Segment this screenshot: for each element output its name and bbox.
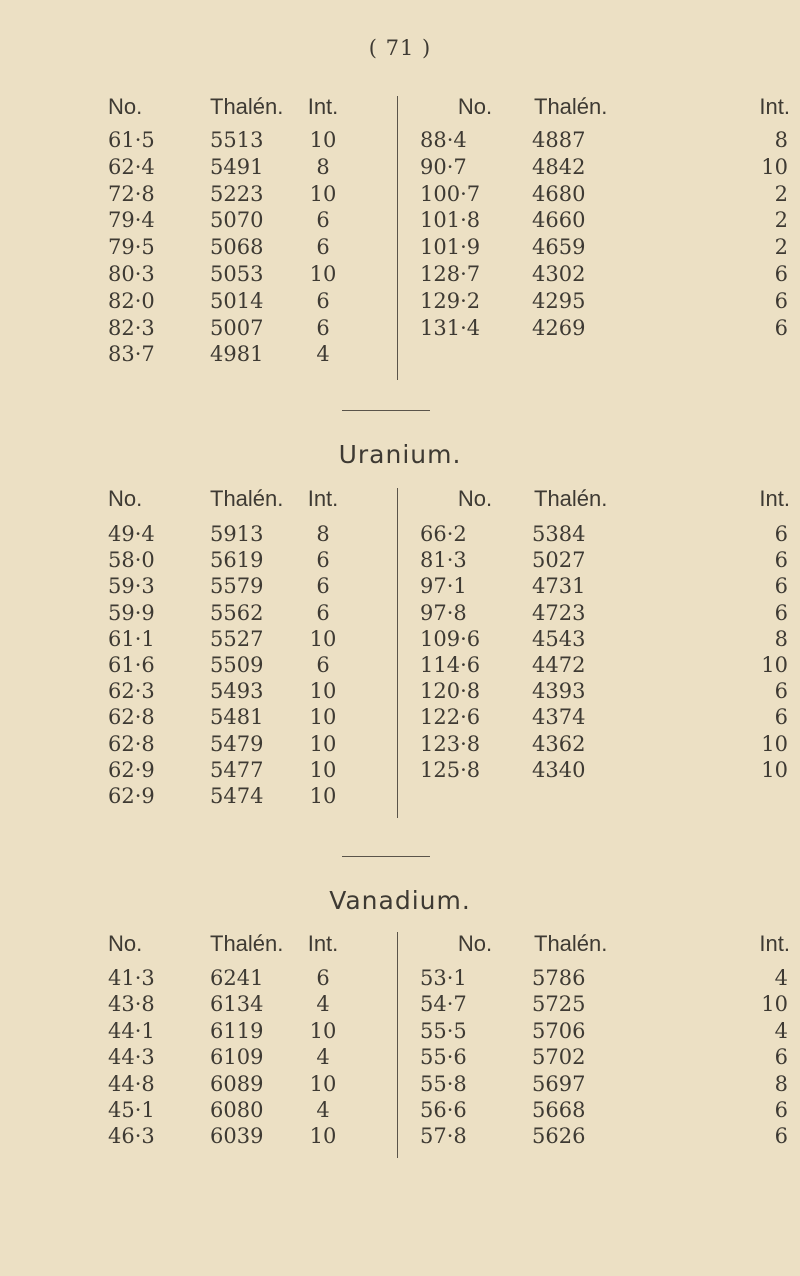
cell-no: 44·8 bbox=[108, 1072, 155, 1096]
cell-thalen: 5725 bbox=[532, 992, 586, 1016]
cell-no: 129·2 bbox=[420, 289, 481, 313]
cell-int: 6 bbox=[774, 262, 788, 286]
cell-int: 8 bbox=[774, 627, 788, 651]
cell-thalen: 5702 bbox=[532, 1045, 586, 1069]
cell-thalen: 5027 bbox=[532, 548, 586, 572]
cell-int: 10 bbox=[309, 128, 337, 152]
cell-int: 6 bbox=[316, 208, 330, 232]
cell-no: 61·6 bbox=[108, 653, 155, 677]
header-thalen: Thalén. bbox=[534, 931, 608, 956]
cell-int: 10 bbox=[309, 679, 337, 703]
cell-int: 6 bbox=[774, 705, 788, 729]
cell-no: 62·8 bbox=[108, 732, 155, 756]
cell-int: 6 bbox=[316, 316, 330, 340]
cell-no: 41·3 bbox=[108, 966, 155, 990]
cell-no: 62·3 bbox=[108, 679, 155, 703]
cell-thalen: 5527 bbox=[210, 627, 264, 651]
cell-no: 66·2 bbox=[420, 522, 467, 546]
header-no: No. bbox=[108, 931, 143, 956]
cell-thalen: 6080 bbox=[210, 1098, 264, 1122]
cell-thalen: 4731 bbox=[532, 574, 586, 598]
cell-thalen: 5491 bbox=[210, 155, 264, 179]
cell-thalen: 4659 bbox=[532, 235, 586, 259]
cell-int: 6 bbox=[774, 574, 788, 598]
cell-int: 6 bbox=[316, 289, 330, 313]
cell-no: 55·8 bbox=[420, 1072, 467, 1096]
cell-int: 10 bbox=[761, 155, 788, 179]
cell-int: 10 bbox=[761, 732, 788, 756]
cell-int: 8 bbox=[774, 128, 788, 152]
header-no: No. bbox=[108, 94, 143, 119]
cell-thalen: 5913 bbox=[210, 522, 264, 546]
cell-thalen: 5070 bbox=[210, 208, 264, 232]
cell-int: 10 bbox=[309, 627, 337, 651]
cell-no: 54·7 bbox=[420, 992, 467, 1016]
cell-no: 72·8 bbox=[108, 182, 155, 206]
cell-no: 82·3 bbox=[108, 316, 155, 340]
cell-int: 4 bbox=[316, 1098, 330, 1122]
cell-thalen: 4887 bbox=[532, 128, 586, 152]
cell-no: 56·6 bbox=[420, 1098, 467, 1122]
header-int: Int. bbox=[759, 486, 790, 511]
cell-no: 101·8 bbox=[420, 208, 481, 232]
cell-int: 10 bbox=[309, 1072, 337, 1096]
cell-int: 6 bbox=[316, 966, 330, 990]
cell-int: 6 bbox=[774, 1045, 788, 1069]
header-int: Int. bbox=[759, 931, 790, 956]
header-int: Int. bbox=[759, 94, 790, 119]
cell-no: 59·3 bbox=[108, 574, 155, 598]
cell-thalen: 4660 bbox=[532, 208, 586, 232]
cell-no: 90·7 bbox=[420, 155, 467, 179]
header-int: Int. bbox=[307, 94, 339, 119]
cell-no: 128·7 bbox=[420, 262, 481, 286]
cell-no: 62·8 bbox=[108, 705, 155, 729]
cell-thalen: 5697 bbox=[532, 1072, 586, 1096]
cell-int: 2 bbox=[774, 208, 788, 232]
cell-int: 8 bbox=[316, 155, 330, 179]
cell-thalen: 5481 bbox=[210, 705, 264, 729]
cell-thalen: 5479 bbox=[210, 732, 264, 756]
cell-int: 10 bbox=[309, 784, 337, 808]
cell-thalen: 5786 bbox=[532, 966, 586, 990]
cell-thalen: 6119 bbox=[210, 1019, 264, 1043]
cell-no: 45·1 bbox=[108, 1098, 155, 1122]
cell-no: 61·1 bbox=[108, 627, 155, 651]
cell-no: 109·6 bbox=[420, 627, 481, 651]
cell-int: 10 bbox=[761, 992, 788, 1016]
cell-int: 10 bbox=[309, 732, 337, 756]
cell-thalen: 5474 bbox=[210, 784, 264, 808]
header-no: No. bbox=[457, 931, 493, 956]
cell-thalen: 4842 bbox=[532, 155, 586, 179]
cell-thalen: 5626 bbox=[532, 1124, 586, 1148]
cell-thalen: 4340 bbox=[532, 758, 586, 782]
cell-int: 10 bbox=[309, 182, 337, 206]
header-no: No. bbox=[108, 486, 143, 511]
section-separator bbox=[342, 410, 430, 411]
cell-no: 83·7 bbox=[108, 342, 155, 366]
cell-int: 4 bbox=[774, 966, 788, 990]
cell-thalen: 5493 bbox=[210, 679, 264, 703]
cell-thalen: 6039 bbox=[210, 1124, 264, 1148]
cell-no: 79·4 bbox=[108, 208, 155, 232]
cell-thalen: 5068 bbox=[210, 235, 264, 259]
cell-no: 59·9 bbox=[108, 601, 155, 625]
cell-thalen: 5384 bbox=[532, 522, 586, 546]
cell-thalen: 4472 bbox=[532, 653, 586, 677]
cell-no: 57·8 bbox=[420, 1124, 467, 1148]
cell-thalen: 6089 bbox=[210, 1072, 264, 1096]
cell-no: 101·9 bbox=[420, 235, 481, 259]
cell-int: 8 bbox=[774, 1072, 788, 1096]
cell-thalen: 5513 bbox=[210, 128, 264, 152]
cell-int: 6 bbox=[316, 601, 330, 625]
cell-int: 6 bbox=[774, 1124, 788, 1148]
cell-thalen: 6134 bbox=[210, 992, 264, 1016]
cell-thalen: 5477 bbox=[210, 758, 264, 782]
cell-thalen: 4543 bbox=[532, 627, 586, 651]
header-no: No. bbox=[457, 486, 493, 511]
cell-no: 80·3 bbox=[108, 262, 155, 286]
cell-int: 10 bbox=[761, 653, 788, 677]
cell-thalen: 4723 bbox=[532, 601, 586, 625]
cell-thalen: 5509 bbox=[210, 653, 264, 677]
section-separator bbox=[342, 856, 430, 857]
page-number: ( 71 ) bbox=[368, 36, 432, 60]
cell-no: 55·6 bbox=[420, 1045, 467, 1069]
cell-thalen: 5668 bbox=[532, 1098, 586, 1122]
cell-int: 6 bbox=[774, 316, 788, 340]
cell-thalen: 4393 bbox=[532, 679, 586, 703]
header-thalen: Thalén. bbox=[534, 94, 608, 119]
cell-int: 2 bbox=[774, 182, 788, 206]
header-int: Int. bbox=[307, 486, 339, 511]
cell-thalen: 5619 bbox=[210, 548, 264, 572]
cell-int: 8 bbox=[316, 522, 330, 546]
cell-int: 6 bbox=[774, 522, 788, 546]
header-no: No. bbox=[457, 94, 493, 119]
cell-no: 44·3 bbox=[108, 1045, 155, 1069]
cell-no: 43·8 bbox=[108, 992, 155, 1016]
cell-no: 123·8 bbox=[420, 732, 481, 756]
cell-no: 100·7 bbox=[420, 182, 481, 206]
header-thalen: Thalén. bbox=[210, 94, 284, 119]
cell-no: 58·0 bbox=[108, 548, 155, 572]
cell-no: 44·1 bbox=[108, 1019, 155, 1043]
cell-no: 49·4 bbox=[108, 522, 155, 546]
cell-int: 6 bbox=[774, 1098, 788, 1122]
cell-thalen: 5223 bbox=[210, 182, 264, 206]
cell-int: 6 bbox=[316, 235, 330, 259]
cell-no: 114·6 bbox=[420, 653, 481, 677]
cell-thalen: 5706 bbox=[532, 1019, 586, 1043]
cell-no: 53·1 bbox=[420, 966, 467, 990]
cell-int: 4 bbox=[316, 342, 330, 366]
header-thalen: Thalén. bbox=[534, 486, 608, 511]
cell-no: 62·9 bbox=[108, 758, 155, 782]
cell-no: 88·4 bbox=[420, 128, 467, 152]
cell-thalen: 4362 bbox=[532, 732, 586, 756]
cell-no: 62·4 bbox=[108, 155, 155, 179]
cell-thalen: 4680 bbox=[532, 182, 586, 206]
cell-int: 10 bbox=[309, 705, 337, 729]
cell-thalen: 5007 bbox=[210, 316, 264, 340]
cell-int: 10 bbox=[761, 758, 788, 782]
cell-no: 55·5 bbox=[420, 1019, 467, 1043]
cell-no: 120·8 bbox=[420, 679, 481, 703]
section-title: Uranium. bbox=[338, 440, 462, 469]
cell-int: 6 bbox=[774, 548, 788, 572]
cell-no: 46·3 bbox=[108, 1124, 155, 1148]
cell-thalen: 4981 bbox=[210, 342, 264, 366]
cell-int: 10 bbox=[309, 1019, 337, 1043]
cell-int: 10 bbox=[309, 758, 337, 782]
cell-int: 6 bbox=[316, 548, 330, 572]
cell-no: 61·5 bbox=[108, 128, 155, 152]
cell-int: 10 bbox=[309, 262, 337, 286]
cell-thalen: 5579 bbox=[210, 574, 264, 598]
cell-int: 2 bbox=[774, 235, 788, 259]
cell-thalen: 4295 bbox=[532, 289, 586, 313]
cell-thalen: 6109 bbox=[210, 1045, 264, 1069]
cell-thalen: 5053 bbox=[210, 262, 264, 286]
cell-no: 97·1 bbox=[420, 574, 467, 598]
cell-thalen: 4302 bbox=[532, 262, 586, 286]
cell-thalen: 5014 bbox=[210, 289, 264, 313]
cell-int: 4 bbox=[316, 1045, 330, 1069]
cell-int: 6 bbox=[316, 574, 330, 598]
cell-no: 79·5 bbox=[108, 235, 155, 259]
cell-int: 6 bbox=[774, 601, 788, 625]
cell-no: 81·3 bbox=[420, 548, 467, 572]
cell-no: 122·6 bbox=[420, 705, 481, 729]
cell-thalen: 6241 bbox=[210, 966, 264, 990]
cell-int: 4 bbox=[316, 992, 330, 1016]
section-title: Vanadium. bbox=[329, 886, 471, 915]
cell-thalen: 4269 bbox=[532, 316, 586, 340]
cell-no: 131·4 bbox=[420, 316, 481, 340]
header-thalen: Thalén. bbox=[210, 486, 284, 511]
cell-no: 125·8 bbox=[420, 758, 481, 782]
cell-no: 82·0 bbox=[108, 289, 155, 313]
cell-int: 10 bbox=[309, 1124, 337, 1148]
cell-thalen: 4374 bbox=[532, 705, 586, 729]
header-int: Int. bbox=[307, 931, 339, 956]
cell-int: 6 bbox=[316, 653, 330, 677]
header-thalen: Thalén. bbox=[210, 931, 284, 956]
cell-thalen: 5562 bbox=[210, 601, 264, 625]
cell-int: 6 bbox=[774, 679, 788, 703]
cell-int: 6 bbox=[774, 289, 788, 313]
cell-no: 97·8 bbox=[420, 601, 467, 625]
cell-int: 4 bbox=[774, 1019, 788, 1043]
cell-no: 62·9 bbox=[108, 784, 155, 808]
